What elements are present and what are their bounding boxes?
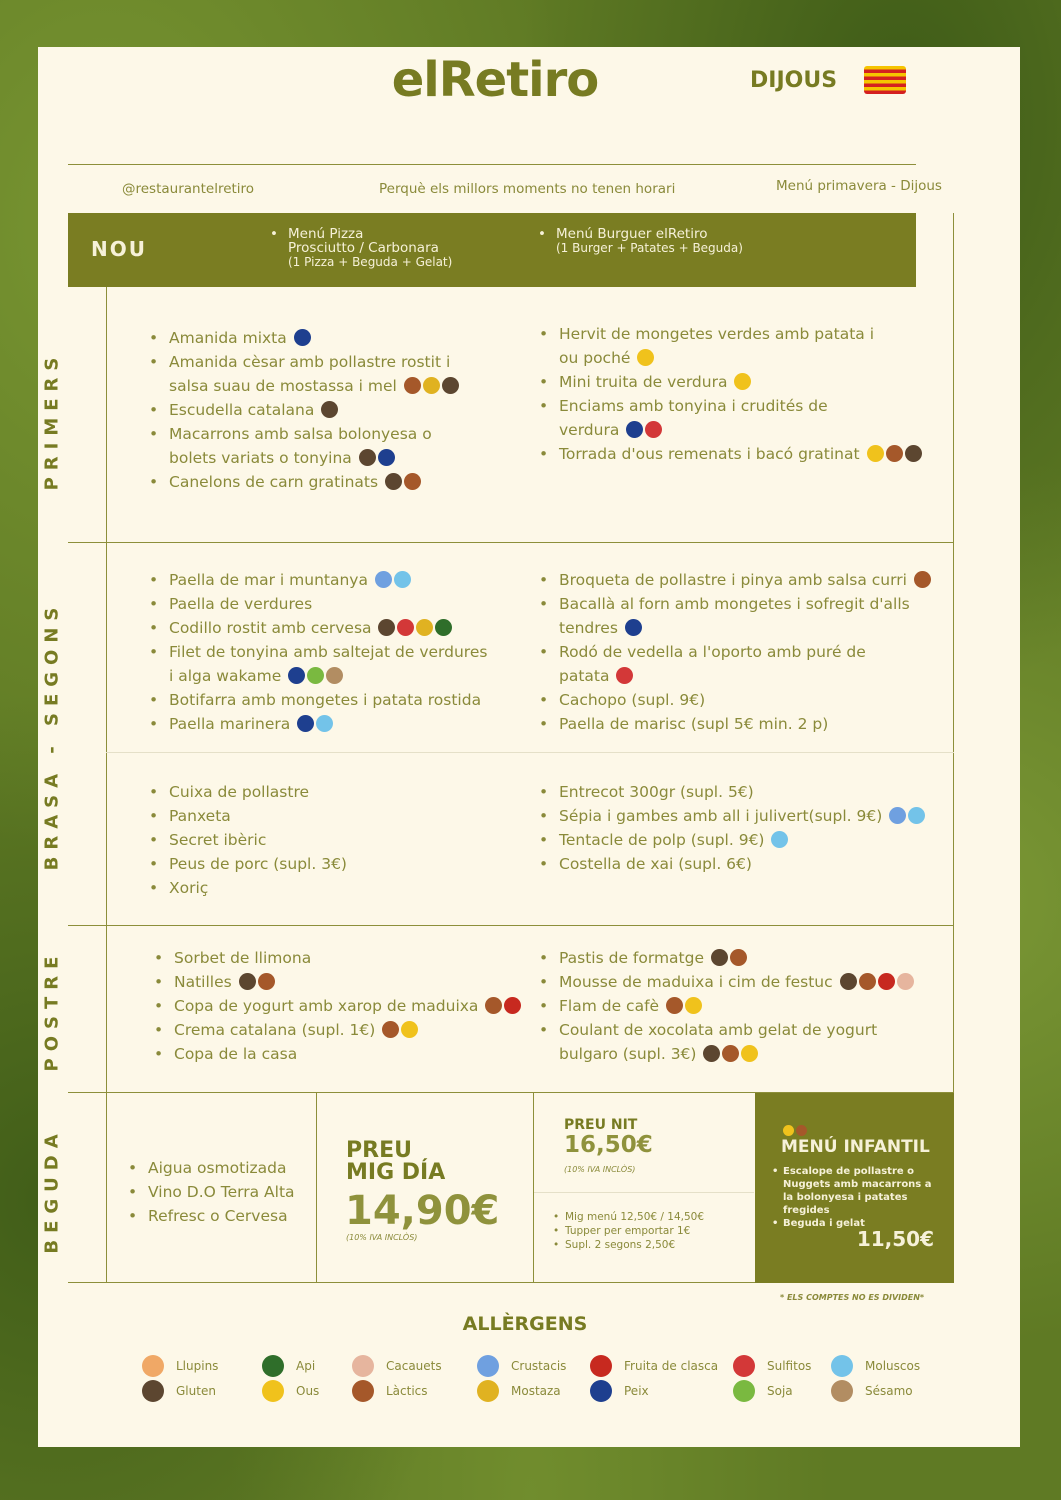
menu-item-text: Sorbet de llimona (174, 949, 312, 967)
menu-item-text: tendres (559, 619, 618, 637)
celery-icon (435, 619, 452, 636)
menu-item (559, 688, 931, 712)
lactose-icon (258, 973, 275, 990)
menu-item-text: Tentacle de polp (supl. 9€) (559, 831, 765, 849)
egg-icon (783, 1125, 794, 1136)
legend-item (477, 1380, 561, 1402)
soy-icon (307, 667, 324, 684)
lactose-icon (352, 1380, 374, 1402)
menu-item (559, 370, 922, 394)
fish-icon (626, 421, 643, 438)
legend-item (831, 1355, 920, 1377)
legend-label: Làctics (386, 1384, 428, 1398)
menu-item (559, 780, 925, 804)
menu-item-text: Botifarra amb mongetes i patata rostida (169, 691, 482, 709)
kids-menu-price: 11,50€ (856, 1227, 934, 1251)
menu-item-text: Xoriç (169, 879, 209, 897)
price-day-iva: (10% IVA INCLÒS) (346, 1233, 418, 1242)
price-night-iva: (10% IVA INCLÒS) (564, 1165, 636, 1174)
mustard-icon (477, 1380, 499, 1402)
menu-item (559, 1018, 914, 1042)
sulfite-icon (645, 421, 662, 438)
legend-label: Llupins (176, 1359, 219, 1373)
menu-item-text: verdura (559, 421, 620, 439)
menu-item-text: Copa de yogurt amb xarop de maduixa (174, 997, 479, 1015)
crustacean-icon (889, 807, 906, 824)
legend-item (352, 1380, 428, 1402)
section-label-postre: POSTRE (41, 949, 63, 1071)
menu-item-text: Canelons de carn gratinats (169, 473, 379, 491)
menu-item-text: Crema catalana (supl. 1€) (174, 1021, 376, 1039)
price-night-notes: • Mig menú 12,50€ / 14,50€ • Tupper per emportar 1€ • Supl. 2 segons 2,50€ (565, 1210, 704, 1252)
menu-item-text: Mousse de maduixa i cim de festuc (559, 973, 833, 991)
divider-night-notes (534, 1192, 754, 1193)
legend-item (142, 1355, 218, 1377)
nut-icon (504, 997, 521, 1014)
soy-icon (733, 1380, 755, 1402)
gluten-icon (378, 619, 395, 636)
menu-item-text: Paella de verdures (169, 595, 313, 613)
legend-label: Mostaza (511, 1384, 561, 1398)
legend-label: Moluscos (865, 1359, 921, 1373)
menu-item (559, 322, 922, 346)
menu-item (148, 1204, 295, 1228)
menu-item-text: Paella marinera (169, 715, 291, 733)
gluten-icon (359, 449, 376, 466)
menu-item-text: Broqueta de pollastre i pinya amb salsa curri (559, 571, 907, 589)
menu-item-text: Copa de la casa (174, 1045, 298, 1063)
legend-item (262, 1355, 315, 1377)
tagline: Perquè els millors moments no tenen horari (379, 181, 676, 197)
menu-item-text: Panxeta (169, 807, 231, 825)
lactose-icon (404, 473, 421, 490)
legend-label: Cacauets (386, 1359, 442, 1373)
menu-item (169, 398, 459, 422)
menu-item (169, 568, 487, 592)
kids-menu-allergens (781, 1118, 807, 1137)
legend-label: Ous (296, 1384, 320, 1398)
lactose-icon (730, 949, 747, 966)
gluten-icon (703, 1045, 720, 1062)
menu-item-text: Hervit de mongetes verdes amb patata i (559, 325, 875, 343)
lactose-icon (382, 1021, 399, 1038)
day-label: DIJOUS (750, 68, 838, 93)
sesame-icon (831, 1380, 853, 1402)
menu-item (559, 712, 931, 736)
divider-primers (68, 542, 954, 543)
menu-item-text: ou poché (559, 349, 631, 367)
egg-icon (734, 373, 751, 390)
menu-item (559, 592, 931, 616)
nut-icon (590, 1355, 612, 1377)
lactose-icon (404, 377, 421, 394)
menu-item (169, 616, 487, 640)
menu-item-text: Coulant de xocolata amb gelat de yogurt (559, 1021, 878, 1039)
menu-item-text: Cuixa de pollastre (169, 783, 310, 801)
mollusc-icon (771, 831, 788, 848)
menu-item (559, 1042, 914, 1066)
menu-item (559, 346, 922, 370)
menu-item-text: Refresc o Cervesa (148, 1207, 288, 1225)
menu-item-text: Torrada d'ous remenats i bacó gratinat (559, 445, 860, 463)
menu-item-text: Amanida cèsar amb pollastre rostit i (169, 353, 451, 371)
lactose-icon (886, 445, 903, 462)
legend-item (590, 1355, 718, 1377)
nou-pizza-line1: Menú Pizza (288, 226, 364, 242)
menu-item-text: Rodó de vedella a l'oporto amb puré de (559, 643, 866, 661)
instagram-handle[interactable]: @restaurantelretiro (122, 181, 255, 197)
legend-label: Crustacis (511, 1359, 567, 1373)
menu-item (169, 422, 459, 446)
fish-icon (625, 619, 642, 636)
nou-title: NOU (91, 237, 147, 261)
legend-item (590, 1380, 649, 1402)
menu-item (169, 664, 487, 688)
menu-item (169, 780, 347, 804)
legend-item (733, 1355, 811, 1377)
menu-item-text: Secret ibèric (169, 831, 267, 849)
menu-item-text: Peus de porc (supl. 3€) (169, 855, 347, 873)
menu-item (169, 470, 459, 494)
peanut-icon (897, 973, 914, 990)
menu-item (174, 994, 521, 1018)
crustacean-icon (477, 1355, 499, 1377)
menu-item (148, 1156, 295, 1180)
nou-burger-item: • Menú Burguer elRetiro (1 Burger + Patates + Beguda) (538, 226, 743, 255)
section-label-primers: PRIMERS (41, 350, 63, 490)
restaurant-logo: elRetiro (391, 52, 599, 108)
menu-item-text: bulgaro (supl. 3€) (559, 1045, 697, 1063)
menu-item (559, 418, 922, 442)
catalan-flag-icon (864, 66, 906, 94)
lactose-icon (796, 1125, 807, 1136)
menu-item-text: Sépia i gambes amb all i julivert(supl. 9€) (559, 807, 883, 825)
menu-item (148, 1180, 295, 1204)
menu-item-text: Paella de marisc (supl 5€ min. 2 p) (559, 715, 829, 733)
price-day-title: PREU MIG DÍA (346, 1138, 446, 1185)
menu-item-text: Mini truita de verdura (559, 373, 728, 391)
menu-item (559, 640, 931, 664)
mollusc-icon (394, 571, 411, 588)
menu-item-text: Costella de xai (supl. 6€) (559, 855, 752, 873)
nou-pizza-line3: (1 Pizza + Beguda + Gelat) (288, 255, 453, 269)
gluten-icon (840, 973, 857, 990)
menu-item (174, 1042, 521, 1066)
section-label-beguda: BEGUDA (41, 1126, 63, 1254)
postre-left-list (174, 946, 521, 1066)
legend-label: Peix (624, 1384, 649, 1398)
menu-item-text: Macarrons amb salsa bolonyesa o (169, 425, 432, 443)
menu-item (169, 852, 347, 876)
legend-item (142, 1380, 216, 1402)
section-label-segons: BRASA - SEGONS (41, 600, 63, 870)
menu-item (169, 712, 487, 736)
menu-item (174, 946, 521, 970)
egg-icon (401, 1021, 418, 1038)
peanut-icon (352, 1355, 374, 1377)
divider-segons (68, 925, 954, 926)
menu-item (169, 350, 459, 374)
fish-icon (590, 1380, 612, 1402)
mollusc-icon (316, 715, 333, 732)
fish-icon (294, 329, 311, 346)
brasa-right-list (559, 780, 925, 876)
menu-item (169, 688, 487, 712)
gluten-icon (142, 1380, 164, 1402)
menu-item (174, 970, 521, 994)
mollusc-icon (908, 807, 925, 824)
segons-right-list (559, 568, 931, 736)
menu-label: Menú primavera - Dijous (776, 178, 942, 194)
gluten-icon (442, 377, 459, 394)
menu-item-text: Pastis de formatge (559, 949, 705, 967)
menu-item (559, 394, 922, 418)
kids-menu-title: MENÚ INFANTIL (781, 1137, 930, 1157)
menu-item-text: Bacallà al forn amb mongetes i sofregit d'alls (559, 595, 910, 613)
menu-item-text: Entrecot 300gr (supl. 5€) (559, 783, 754, 801)
egg-icon (741, 1045, 758, 1062)
nou-burger-line2: (1 Burger + Patates + Beguda) (556, 241, 743, 255)
menu-item (559, 804, 925, 828)
egg-icon (685, 997, 702, 1014)
menu-item-text: Filet de tonyina amb saltejat de verdures (169, 643, 488, 661)
nou-burger-line1: Menú Burguer elRetiro (556, 226, 708, 242)
divider-price-night (533, 1092, 534, 1282)
gluten-icon (905, 445, 922, 462)
nou-banner (68, 213, 916, 287)
crustacean-icon (375, 571, 392, 588)
legend-item (831, 1380, 913, 1402)
divider-beguda-price (316, 1092, 317, 1282)
menu-item (559, 970, 914, 994)
menu-item-text: Paella de mar i muntanya (169, 571, 368, 589)
legend-label: Sésamo (865, 1384, 913, 1398)
egg-icon (867, 445, 884, 462)
menu-item (169, 446, 459, 470)
menu-item-text: Enciams amb tonyina i crudités de (559, 397, 828, 415)
postre-right-list (559, 946, 914, 1066)
menu-item-text: salsa suau de mostassa i mel (169, 377, 397, 395)
header-divider (68, 164, 916, 165)
sulfite-icon (616, 667, 633, 684)
menu-item-text: Vino D.O Terra Alta (148, 1183, 295, 1201)
price-night-title: PREU NIT (564, 1117, 638, 1133)
egg-icon (637, 349, 654, 366)
menu-item (559, 852, 925, 876)
gluten-icon (239, 973, 256, 990)
price-night-value: 16,50€ (564, 1132, 653, 1158)
legend-label: Soja (767, 1384, 793, 1398)
legend-label: Sulfitos (767, 1359, 812, 1373)
sulfite-icon (397, 619, 414, 636)
allergens-title: ALLÈRGENS (462, 1313, 588, 1335)
lactose-icon (666, 997, 683, 1014)
lactose-icon (722, 1045, 739, 1062)
lactose-icon (914, 571, 931, 588)
footnote: * ELS COMPTES NO ES DIVIDEN* (780, 1293, 925, 1302)
menu-item (169, 326, 459, 350)
kids-menu-box (755, 1093, 954, 1283)
menu-item-text: patata (559, 667, 610, 685)
legend-item (477, 1355, 566, 1377)
menu-item (559, 994, 914, 1018)
grid-left-border (106, 287, 107, 1283)
kids-menu-list: • Escalope de pollastre o Nuggets amb macarrons a la bolonyesa i patates fregides • Beguda i gelat (783, 1165, 933, 1230)
menu-item (169, 374, 459, 398)
price-day-value: 14,90€ (345, 1188, 500, 1234)
menu-item-text: Escudella catalana (169, 401, 315, 419)
gluten-icon (321, 401, 338, 418)
primers-left-list (169, 326, 459, 494)
nou-pizza-line2: Prosciutto / Carbonara (288, 240, 439, 256)
gluten-icon (385, 473, 402, 490)
legend-item (733, 1380, 793, 1402)
menu-item (559, 946, 914, 970)
menu-item (559, 616, 931, 640)
gluten-icon (711, 949, 728, 966)
legend-item (262, 1380, 319, 1402)
beguda-list (148, 1156, 295, 1228)
legend-label: Gluten (176, 1384, 216, 1398)
menu-item (559, 442, 922, 466)
menu-item (169, 828, 347, 852)
menu-item-text: Amanida mixta (169, 329, 287, 347)
divider-brasa (106, 752, 954, 753)
menu-item-text: Codillo rostit amb cervesa (169, 619, 372, 637)
menu-item (169, 592, 487, 616)
mustard-icon (423, 377, 440, 394)
menu-item (169, 876, 347, 900)
lactose-icon (485, 997, 502, 1014)
menu-item-text: Aigua osmotizada (148, 1159, 287, 1177)
nut-icon (878, 973, 895, 990)
segons-left-list (169, 568, 487, 736)
menu-item (559, 664, 931, 688)
mollusc-icon (831, 1355, 853, 1377)
fish-icon (288, 667, 305, 684)
lactose-icon (859, 973, 876, 990)
legend-label: Fruita de clasca (624, 1359, 719, 1373)
lupin-icon (142, 1355, 164, 1377)
menu-item (174, 1018, 521, 1042)
fish-icon (378, 449, 395, 466)
menu-item (559, 828, 925, 852)
menu-item-text: i alga wakame (169, 667, 282, 685)
menu-item (559, 568, 931, 592)
menu-item-text: bolets variats o tonyina (169, 449, 352, 467)
menu-item (169, 804, 347, 828)
fish-icon (297, 715, 314, 732)
sesame-icon (326, 667, 343, 684)
menu-item-text: Flam de cafè (559, 997, 660, 1015)
celery-icon (262, 1355, 284, 1377)
legend-item (352, 1355, 442, 1377)
menu-item-text: Cachopo (supl. 9€) (559, 691, 706, 709)
menu-item (169, 640, 487, 664)
legend-label: Api (296, 1359, 316, 1373)
brasa-left-list (169, 780, 347, 900)
egg-icon (262, 1380, 284, 1402)
mustard-icon (416, 619, 433, 636)
menu-item-text: Natilles (174, 973, 232, 991)
nou-pizza-item: • Menú Pizza Prosciutto / Carbonara (1 Pizza + Beguda + Gelat) (270, 226, 453, 269)
sulfite-icon (733, 1355, 755, 1377)
primers-right-list (559, 322, 922, 466)
